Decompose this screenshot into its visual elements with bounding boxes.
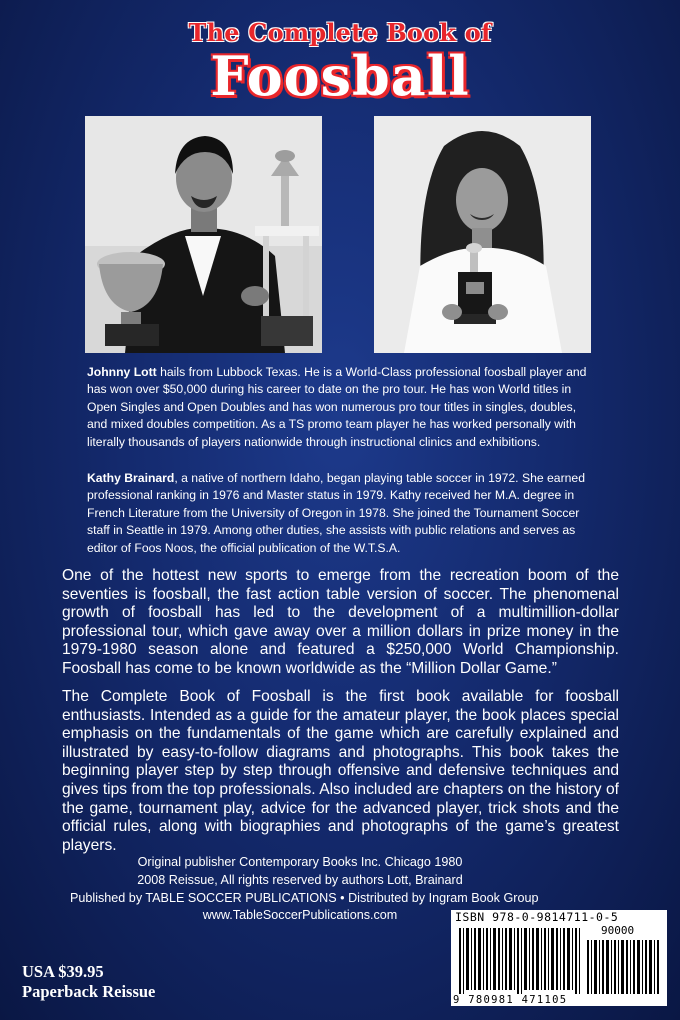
bio-text: , a native of northern Idaho, began playing table soccer in 1972. She earned professional ranking in 1976 and Master status in 1979. Kathy received her M.A. degree in French Literature from the University of Oregon in 1978. She joined the Tournament Soccer staff in Seattle in 1979. Among other duties, she assists with public relations and serves as editor of Foos Noos, the official publication of the W.T.S.A. (87, 471, 585, 555)
barcode-digits: 9 780981 471105 (453, 994, 568, 1006)
bio-johnny-lott (87, 364, 592, 451)
description-paragraph: One of the hottest new sports to emerge from the recreation boom of the seventies is foosball, the fast action table version of soccer. The phenomenal growth of foosball has led to the development of a multimillion-dollar professional tour, which gave away over a million dollars in prize money in the 1979-1980 season alone and featured a $250,000 World Championship. Foosball has come to be known worldwide as the “Million Dollar Game.” (62, 567, 619, 677)
barcode-block (451, 910, 667, 1006)
bio-name: Johnny Lott (87, 365, 157, 379)
publisher-line: 2008 Reissue, All rights reserved by authors Lott, Brainard (137, 872, 463, 887)
publisher-website: www.TableSoccerPublications.com (202, 908, 398, 923)
publisher-line: Published by TABLE SOCCER PUBLICATIONS • Distributed by Ingram Book Group (70, 890, 539, 905)
bio-text: hails from Lubbock Texas. He is a World-Class professional foosball player and has won over $50,000 during his career to date on the pro tour. He has won World titles in Open Singles and Open Doubles and has won numerous pro tour titles in singles, doubles, and mixed doubles competition. As a TS promo team player he has worked personally with literally thousands of players nationwide through instructional clinics and exhibitions. (87, 365, 587, 449)
publisher-line: Original publisher Contemporary Books Inc. Chicago 1980 (137, 855, 463, 869)
title-small: The Complete Book of (188, 18, 492, 47)
man-with-trophies-photo (85, 116, 322, 353)
isbn-text: ISBN 978-0-9814711-0-5 (455, 910, 619, 924)
barcode-addon: 90000 (601, 924, 635, 937)
bio-name: Kathy Brainard (87, 471, 175, 485)
price: USA $39.95 (22, 962, 104, 981)
title-large: Foosball (210, 44, 470, 108)
description-paragraph: The Complete Book of Foosball is the first book available for foosball enthusiasts. Intended as a guide for the amateur player, the book places special emphasis on the fundamentals of the game which are carefully explained and illustrated by easy-to-follow diagrams and photographs. This book takes the beginning player step by step through offensive and defensive techniques and gives tips from the top professionals. Also included are chapters on the history of the game, tournament play, advice for the advanced player, trick shots and the official rules, along with biographies and photographs of the game’s greatest players. (62, 688, 619, 854)
bio-kathy-brainard (87, 470, 592, 557)
woman-with-trophy-photo (374, 116, 591, 353)
edition: Paperback Reissue (22, 982, 156, 1001)
price-block (22, 962, 155, 1002)
